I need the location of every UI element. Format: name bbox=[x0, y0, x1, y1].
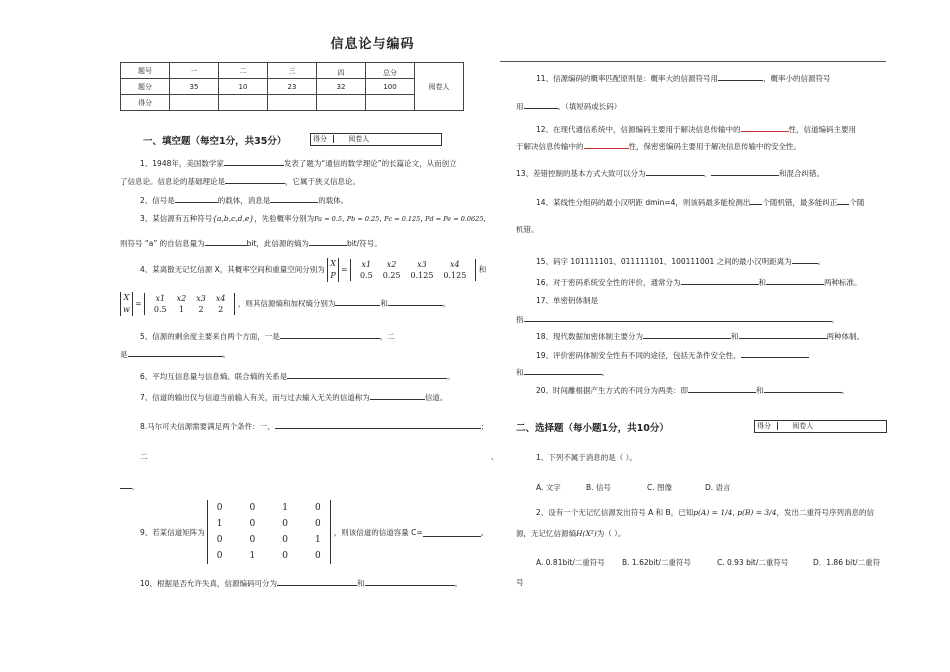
blank[interactable] bbox=[277, 577, 357, 586]
q12-text: 性，信道编码主要用 bbox=[788, 125, 857, 134]
q15-text: 。 bbox=[817, 257, 826, 266]
q19-text: 19、评价密码体制安全性有不同的途径，包括无条件安全性、 bbox=[536, 351, 741, 360]
q4-text: 和 bbox=[380, 299, 388, 308]
blank[interactable] bbox=[646, 167, 704, 176]
q18-text: 两种体制。 bbox=[826, 332, 865, 341]
q12-line1 bbox=[536, 123, 856, 135]
blank[interactable] bbox=[270, 194, 318, 203]
blank[interactable] bbox=[524, 313, 832, 322]
q16-text: 和 bbox=[758, 278, 767, 287]
blank[interactable] bbox=[524, 366, 602, 375]
blank[interactable] bbox=[584, 140, 629, 149]
c2-line2 bbox=[516, 528, 625, 539]
table-cell: 32 bbox=[317, 79, 366, 95]
q14-text: 个随 bbox=[849, 198, 865, 207]
q18-line bbox=[536, 330, 864, 342]
c1-option-d[interactable]: D. 语言 bbox=[705, 483, 731, 492]
q19-line2 bbox=[516, 366, 609, 378]
table-cell[interactable] bbox=[268, 95, 317, 111]
table-row bbox=[121, 95, 464, 111]
c2-line1 bbox=[536, 507, 874, 518]
q9-channel-matrix: 0 0 1 0 1 0 0 0 0 0 0 1 0 1 0 0 bbox=[207, 500, 331, 564]
table-cell: 100 bbox=[366, 79, 415, 95]
table-cell: 题分 bbox=[121, 79, 170, 95]
q4-line2: X w = x1 x2 x3 x4 0.5 1 2 2 ，则其信源熵和加权熵分别为 和 。 bbox=[120, 291, 450, 317]
blank[interactable] bbox=[205, 237, 247, 246]
q14-text: 14、某线性分组码的最小汉明距 dmin=4，则该码最多能检测出 bbox=[536, 198, 751, 207]
c1-option-c[interactable]: C. 图像 bbox=[647, 483, 673, 492]
q10-text: 和 bbox=[357, 579, 365, 588]
c1-option-a[interactable]: A. 文字 bbox=[536, 483, 561, 492]
table-cell: 阅卷人 bbox=[415, 63, 464, 111]
q19-line1 bbox=[536, 349, 809, 361]
q10-text: 。 bbox=[454, 579, 463, 588]
q6-text: 。 bbox=[447, 372, 455, 381]
q16-text: 两种标准。 bbox=[824, 278, 862, 287]
blank[interactable] bbox=[224, 157, 284, 166]
c1-question: 1、下列不属于消息的是（ ）。 bbox=[536, 453, 637, 462]
c2-option-d[interactable]: D．1.86 bit/二重符 bbox=[813, 558, 881, 567]
q5-line1 bbox=[140, 330, 395, 342]
q3-prob: Pb = 0.25 bbox=[346, 215, 380, 223]
table-cell: 四 bbox=[317, 63, 366, 79]
q11-line2 bbox=[516, 100, 621, 112]
c2-option-b[interactable]: B. 1.62bit/二重符号 bbox=[622, 558, 691, 567]
q9-line bbox=[140, 497, 488, 567]
score-table bbox=[120, 62, 464, 111]
q11-text: 11、信源编码的概率匹配原则是：概率大的信源符号用 bbox=[536, 74, 719, 83]
q2-text: 2、信号是 bbox=[140, 196, 175, 205]
table-cell: 二 bbox=[219, 63, 268, 79]
blank[interactable] bbox=[741, 123, 789, 132]
blank[interactable] bbox=[741, 349, 809, 358]
q8-line2 bbox=[140, 451, 148, 462]
table-row bbox=[121, 79, 464, 95]
q2-text: 的载体，消息是 bbox=[217, 196, 271, 205]
q3-text: bit/符号。 bbox=[346, 239, 382, 248]
q14-text: 个随机错，最多能纠正 bbox=[762, 198, 838, 207]
q11-text: 用 bbox=[516, 102, 524, 111]
q17-text: 。 bbox=[831, 315, 839, 324]
q18-text: 18、现代数据加密体制主要分为 bbox=[536, 332, 644, 341]
q4-line1: 4、某离散无记忆信源 X，其概率空间和重量空间分别为 X P = x1 x2 x3 x4 0.5 0.25 0.125 0.125 和 bbox=[140, 259, 487, 280]
q15-line bbox=[536, 255, 825, 267]
q12-text: 性，保密密编码主要用于解决信息传输中的安全性。 bbox=[628, 142, 801, 151]
q19-text: 和 bbox=[516, 368, 524, 377]
q16-line bbox=[536, 276, 862, 288]
q2-text: 的载体。 bbox=[318, 196, 349, 205]
blank[interactable] bbox=[739, 330, 827, 339]
page-title: 信息论与编码 bbox=[330, 37, 415, 52]
c1-option-b[interactable]: B. 信号 bbox=[586, 483, 611, 492]
table-cell[interactable] bbox=[170, 95, 219, 111]
q4-text: ，则其信源熵和加权熵分别为 bbox=[237, 299, 336, 308]
blank[interactable] bbox=[120, 480, 132, 489]
c2-text: ，发出二重符号序列消息的信 bbox=[776, 508, 874, 517]
q17-line2 bbox=[516, 313, 839, 325]
q5-text: 。 bbox=[222, 350, 230, 359]
blank[interactable] bbox=[275, 420, 481, 429]
c2-option-a[interactable]: A. 0.81bit/二重符号 bbox=[536, 558, 605, 567]
blank[interactable] bbox=[711, 167, 779, 176]
c2-prob: p(B) = 3/4 bbox=[737, 508, 777, 517]
blank[interactable] bbox=[388, 297, 443, 306]
table-cell: 总分 bbox=[366, 63, 415, 79]
table-cell: 题号 bbox=[121, 63, 170, 79]
section2-score-box[interactable] bbox=[754, 420, 887, 433]
q12-text: 于解决信息传输中的 bbox=[516, 142, 584, 151]
table-cell[interactable] bbox=[366, 95, 415, 111]
blank[interactable] bbox=[365, 577, 455, 586]
q3-text: ，先验概率分别为 bbox=[254, 214, 315, 223]
q10-text: 10、根据是否允许失真，信源编码可分为 bbox=[140, 579, 278, 588]
table-cell: 35 bbox=[170, 79, 219, 95]
q3-set: {a,b,c,d,e} bbox=[212, 214, 255, 223]
score-label: 得分 bbox=[313, 135, 327, 143]
q11-line1 bbox=[536, 72, 831, 84]
q13-line bbox=[516, 167, 824, 179]
blank[interactable] bbox=[280, 330, 380, 339]
q1-text: ，它属于狭义信息论。 bbox=[285, 177, 360, 186]
q3-line1: 3、某信源有五种符号{a,b,c,d,e}，先验概率分别为Pa = 0.5, Pb = 0.25, Pc = 0.125, Pd = Pe = 0.0625, bbox=[140, 214, 486, 223]
q1-line1 bbox=[140, 157, 457, 169]
blank[interactable] bbox=[792, 255, 818, 264]
q20-text: 。 bbox=[841, 386, 850, 395]
section1-heading: 一、填空题（每空1分，共35分） bbox=[143, 136, 287, 147]
section2-heading: 二、选择题（每小题1分，共10分） bbox=[516, 423, 669, 434]
q9-text: 。 bbox=[480, 527, 489, 537]
q13-text: 和混合纠错。 bbox=[779, 169, 825, 178]
c2-text: 2、设有一个无记忆信源发出符号 A 和 B，已知 bbox=[536, 508, 694, 517]
q6-line bbox=[140, 370, 455, 382]
q14-line1 bbox=[536, 196, 864, 208]
c2-text: 源，无记忆信源熵 bbox=[516, 529, 576, 538]
q3-text: 则符号 “a” 的自信息量为 bbox=[120, 239, 205, 248]
q10-line bbox=[140, 577, 462, 589]
q9-text: 9、若某信道矩阵为 bbox=[140, 527, 205, 537]
q12-line2 bbox=[516, 140, 801, 152]
header-rule bbox=[500, 61, 886, 62]
q4-prob-matrix: x1 x2 x3 x4 0.5 0.25 0.125 0.125 bbox=[350, 259, 476, 281]
q15-text: 15、码字 101111101、011111101、100111001 之间的最小汉明距离为 bbox=[536, 257, 792, 266]
q8-text: ； bbox=[480, 422, 489, 431]
blank[interactable] bbox=[766, 276, 824, 285]
q20-text: 20、时间離根据产生方式的不同分为两类：即 bbox=[536, 386, 689, 395]
blank[interactable] bbox=[225, 175, 285, 184]
table-cell: 一 bbox=[170, 63, 219, 79]
q4-weight-matrix: x1 x2 x3 x4 0.5 1 2 2 bbox=[144, 293, 236, 315]
grader-label: 阅卷人 bbox=[333, 135, 369, 143]
q6-text: 6、平均互信息量与信息熵、联合熵的关系是 bbox=[140, 372, 288, 381]
q3-prob: Pa = 0.5 bbox=[314, 215, 342, 223]
q19-text: 。 bbox=[601, 368, 609, 377]
q13-text: 13、差错控制的基本方式大致可以分为 bbox=[516, 169, 646, 178]
blank[interactable] bbox=[309, 237, 347, 246]
q4-lhs-matrix: X P bbox=[327, 258, 339, 282]
q1-text: 1、1948年，美国数学家 bbox=[140, 159, 224, 168]
q3-line2 bbox=[120, 237, 382, 249]
q1-text: 发表了题为“通信的数学理论”的长篇论文，从而创立 bbox=[283, 159, 457, 168]
q5-line2 bbox=[120, 348, 230, 360]
q8-line3 bbox=[120, 480, 140, 492]
q4-lhs-matrix: X w bbox=[120, 292, 133, 316]
table-cell: 得分 bbox=[121, 95, 170, 111]
table-cell: 10 bbox=[219, 79, 268, 95]
q4-text: 和 bbox=[478, 265, 487, 274]
q1-line2 bbox=[120, 175, 360, 187]
c2-text: , bbox=[732, 508, 738, 517]
q3-text: 3、某信源有五种符号 bbox=[140, 214, 213, 223]
table-cell: 23 bbox=[268, 79, 317, 95]
q4-text: 。 bbox=[442, 299, 451, 308]
blank[interactable] bbox=[837, 196, 849, 205]
table-cell: 三 bbox=[268, 63, 317, 79]
blank[interactable] bbox=[335, 297, 380, 306]
blank[interactable] bbox=[128, 348, 223, 357]
blank[interactable] bbox=[643, 330, 731, 339]
q17-line1: 17、单密钥体制是 bbox=[536, 296, 599, 305]
q7-text: 7、信道的输出仅与信道当前输入有关，而与过去输入无关的信道称为 bbox=[140, 393, 370, 402]
q14-line2: 机错。 bbox=[516, 225, 539, 234]
table-cell[interactable] bbox=[219, 95, 268, 111]
q16-text: 16、对于密码系统安全性的评价，通常分为 bbox=[536, 278, 681, 287]
q11-text: 。（填短码或长码） bbox=[557, 102, 622, 111]
score-label: 得分 bbox=[757, 422, 771, 430]
q9-text: ，则该信道的信道容量 C= bbox=[333, 527, 423, 537]
c2-prob: p(A) = 1/4 bbox=[693, 508, 733, 517]
blank[interactable] bbox=[688, 384, 756, 393]
blank[interactable] bbox=[681, 276, 759, 285]
q11-text: ，概率小的信源符号 bbox=[763, 74, 831, 83]
q5-text: 5、信源的剩余度主要来自两个方面，一是 bbox=[140, 332, 280, 341]
q3-prob: Pd = Pe = 0.0625 bbox=[425, 215, 484, 223]
blank[interactable] bbox=[423, 528, 481, 537]
c2-entropy: H(X²) bbox=[576, 529, 597, 538]
grader-label: 阅卷人 bbox=[777, 422, 813, 430]
q20-line bbox=[536, 384, 849, 396]
q7-line bbox=[140, 391, 447, 403]
q12-text: 12、在现代通信系统中，信源编码主要用于解决信息传输中的 bbox=[536, 125, 741, 134]
q2-line bbox=[140, 194, 348, 206]
q20-text: 和 bbox=[756, 386, 764, 395]
q8-text: 二 bbox=[140, 452, 148, 461]
q8-text: 。 bbox=[132, 482, 140, 491]
q18-text: 和 bbox=[731, 332, 739, 341]
q8-sep: 、 bbox=[491, 452, 499, 461]
q17-text: 指 bbox=[516, 315, 524, 324]
table-cell[interactable] bbox=[317, 95, 366, 111]
q7-text: 信道。 bbox=[424, 393, 448, 402]
c2-option-c[interactable]: C. 0.93 bit/二重符号 bbox=[717, 558, 789, 567]
q5-text: 是 bbox=[120, 350, 128, 359]
q3-text: bit，此信源的熵为 bbox=[246, 239, 309, 248]
blank[interactable] bbox=[718, 72, 763, 81]
q5-text: ，二 bbox=[379, 332, 395, 341]
blank[interactable] bbox=[370, 391, 425, 400]
q13-text: 、 bbox=[703, 169, 712, 178]
blank[interactable] bbox=[750, 196, 762, 205]
c2-text: 为（ ）。 bbox=[596, 529, 626, 538]
blank[interactable] bbox=[175, 194, 218, 203]
section1-score-box[interactable] bbox=[310, 133, 442, 146]
table-row bbox=[121, 63, 464, 79]
q3-prob: Pc = 0.125 bbox=[384, 215, 421, 223]
q8-text: 8.马尔可夫信源需要满足两个条件：一、 bbox=[140, 422, 275, 431]
q1-text: 了信息论。信息论的基础理论是 bbox=[120, 177, 225, 186]
c2-wrap: 号 bbox=[516, 578, 524, 587]
blank[interactable] bbox=[524, 100, 558, 109]
blank[interactable] bbox=[764, 384, 842, 393]
q4-text: 4、某离散无记忆信源 X，其概率空间和重量空间分别为 bbox=[140, 265, 325, 274]
blank[interactable] bbox=[287, 370, 447, 379]
q8-line1 bbox=[140, 420, 488, 432]
